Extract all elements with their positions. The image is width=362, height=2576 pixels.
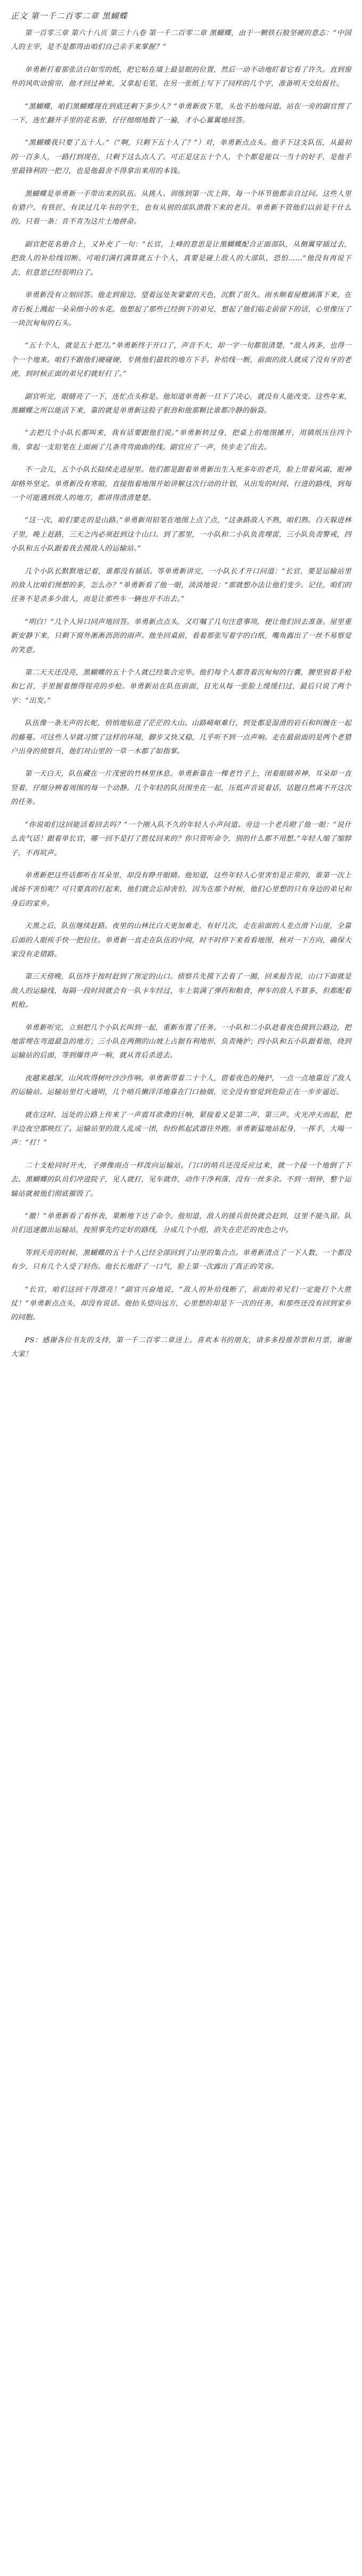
paragraph: 单勇新把这些话都听在耳朵里，却没有睁开眼睛。他知道，这些年轻人心里害怕是正常的，谁第一次上战场不害怕呢？可只要真的打起来，他们就会忘掉害怕，因为在那个时候，他们心里想的只有身边的弟兄和身后的家乡。 <box>11 871 351 908</box>
paragraph: 就在这时，远处的公路上传来了一声震耳欲聋的巨响，紧接着又是第二声、第三声。火光冲天而起，把半边夜空都映红了。运输站里的敌人乱成一团，纷纷抓起武器往外跑。单勇新猛地站起身，一挥手，大喝一声：“打！” <box>11 1111 351 1147</box>
paragraph: “黑蝴蝶我只要了五十人。”（“啊，只剩下五十人了？”）对，单勇新点点头。他手下这支队伍，从最初的一百多人，一路打到现在，只剩下这么点人了。可正是这五十个人，个个都是能以一当十的好手，是他手里最锋利的一把刀，也是他最舍不得拿出来用的本钱。 <box>11 139 351 176</box>
paragraph: 二十支枪同时开火，子弹像雨点一样泼向运输站。门口的哨兵还没反应过来，就一个接一个地倒了下去。黑蝴蝶的队员们冲进院子，见人就打，见车就炸，动作干净利落，没有一丝多余。不到一刻钟，整个运输站就被他们彻底摧毁了。 <box>11 1161 351 1198</box>
chapter-body <box>11 27 351 1362</box>
paragraph: 天黑之后，队伍继续赶路。夜里的山林比白天更加难走，有好几次，走在前面的人差点滑下山崖，全靠后面的人眼疾手快一把拉住。单勇新一直走在队伍的中间，时不时停下来看看地图，核对一下方向，确保大家没有走错路。 <box>11 922 351 958</box>
paragraph: “这一次，咱们要走的是山路。”单勇新用铅笔在地图上点了点，“这条路敌人不熟，咱们熟。白天躲进林子里，晚上赶路，三天之内必须赶到这个山口。到了那里，一小队和二小队负责埋雷，三小队负责警戒，四小队和五小队跟着我去摸敌人的运输站。” <box>11 516 351 553</box>
paragraph: 夜越来越深，山风吹得树叶沙沙作响。单勇新带着二十个人，借着夜色的掩护，一点一点地靠近了敌人的运输站。运输站里灯火通明，几个哨兵懒洋洋地靠在门口抽烟，完全没有察觉到危险正在一步步逼近。 <box>11 1074 351 1097</box>
paragraph: “你说咱们这回能活着回去吗？”一个刚入队不久的年轻人小声问道。旁边一个老兵瞪了他一眼：“说什么丧气话！跟着单长官，哪一回不是打了胜仗回来的？你只管听命令，别的什么都不用想。”年轻人缩了缩脖子，不再吭声。 <box>11 821 351 857</box>
paragraph: 第一天白天，队伍藏在一片茂密的竹林里休息。单勇新靠在一棵老竹子上，闭着眼睛养神，耳朵却一直竖着，仔细分辨着周围的每一个动静。几个年轻的队员围坐在一起，压低声音说着话，话题自然离不开这次的任务。 <box>11 770 351 807</box>
paragraph: 等到天亮的时候，黑蝴蝶的五十个人已经全部回到了山里的集合点。单勇新清点了一下人数，一个都没有少，只有几个人受了轻伤。他长长地舒了一口气，脸上第一次露出了真正的笑容。 <box>11 1249 351 1271</box>
paragraph: “黑蝴蝶，咱们黑蝴蝶现在到底还剩下多少人？”单勇新放下笔，头也不抬地问道。站在一旁的副官愣了一下，连忙翻开手里的花名册，仔仔细细地数了一遍，才小心翼翼地回答。 <box>11 102 351 125</box>
paragraph: 单勇新没有立刻回答。他走到窗边，望着远处灰蒙蒙的天色，沉默了很久。雨水顺着屋檐滴落下来，在青石板上溅起一朵朵细小的水花。他想起了那些已经倒下的弟兄，想起了他们临走前留下的话，心里像压了一块沉甸甸的石头。 <box>11 291 351 327</box>
paragraph: 第三天傍晚，队伍终于按时赶到了预定的山口。侦察兵先摸下去看了一圈，回来报告说，山口下面就是敌人的运输线，每隔一段时间就会有一队卡车经过，车上装满了弹药和粮食，押车的敌人不算多，但都配着机枪。 <box>11 973 351 1010</box>
paragraph: “去把几个小队长都叫来，我有话要跟他们说。”单勇新转过身，把桌上的地图摊开，用镇纸压住四个角，拿起一支铅笔在上面画了几条弯弯曲曲的线。副官应了一声，快步走了出去。 <box>11 429 351 452</box>
paragraph: 单勇新听完，立刻把几个小队长叫到一起，重新布置了任务。一小队和二小队趁着夜色摸到公路边，把地雷埋在弯道最急的地方；三小队在两侧的山坡上占据有利地形，负责掩护；四小队和五小队跟着他，绕到运输站的后面，等到爆炸声一响，就从背后杀进去。 <box>11 1023 351 1060</box>
paragraph: 第一百零三章 第六十八页 第三十八卷 第一千二百零二章 黑蝴蝶，由于一颗铁石般坚硬的意志：“中国人的主宰，是不是都得由咱们自己亲手来掌握？” <box>11 29 351 52</box>
paragraph: 黑蝴蝶是单勇新一手带出来的队伍。从挑人、训练到第一次上阵，每一个环节他都亲自过问。这些人里有猎户、有铁匠、有读过几年书的学生，也有从别的部队溃散下来的老兵。单勇新不管他们以前是干什么的，只看一条：肯不肯为这片土地拼命。 <box>11 190 351 226</box>
paragraph: PS：感谢各位书友的支持，第一千二百零二章送上。喜欢本书的朋友，请多多投推荐票和月票，谢谢大家！ <box>11 1336 351 1359</box>
paragraph: 单勇新打着那张洁白如雪的纸，把它贴在墙上最显眼的位置，然后一动不动地盯着它看了许久。直到窗外的风吹动窗帘，他才回过神来，又拿起毛笔，在另一张纸上写下了同样的几个字，准备明天交给报社。 <box>11 65 351 88</box>
chapter-title: 正文 第一千二百零二章 黑蝴蝶 <box>11 11 128 21</box>
paragraph: 副官听完，眼睛亮了一下，连忙点头称是。他知道单勇新一旦下了决心，就没有人能改变。这些年来，黑蝴蝶之所以能活下来，靠的就是单勇新这股子狠劲和他那颗比谁都冷静的脑袋。 <box>11 392 351 415</box>
paragraph: “五十个人，就是五十把刀。”单勇新终于开口了，声音不大，却一字一句都很清楚，“敌人再多，也得一个一个地来。咱们不跟他们硬碰硬，专挑他们最软的地方下手。补给线一断，前面的敌人就成了没有牙的老虎，到时候正面的弟兄们就好打了。” <box>11 342 351 379</box>
paragraph: “撤！”单勇新看了看怀表，果断地下达了命令。他知道，敌人的援兵很快就会赶到，这里不能久留。队员们迅速撤出运输站，按照事先约定好的路线，分成几个小组，消失在茫茫的夜色之中。 <box>11 1212 351 1235</box>
paragraph: 几个小队长默默地记着，谁都没有插话。等单勇新讲完，一小队长才开口问道：“长官，要是运输站里的敌人比咱们预想的多，怎么办？”单勇新看了他一眼，淡淡地说：“那就想办法让他们变少。记住，咱们的任务不是杀多少敌人，而是让那些车一辆也开不出去。” <box>11 567 351 604</box>
paragraph: “长官，咱们这回干得漂亮！”副官兴奋地说，“敌人的补给线断了，前面的弟兄们一定能打个大胜仗！”单勇新点点头，却没有说话。他抬头望向远方，心里想的却是下一次的任务，和那些还没有回到家乡的同胞。 <box>11 1285 351 1322</box>
paragraph: “明白！”几个人异口同声地回答。单勇新点点头，又叮嘱了几句注意事项，便让他们回去准备。屋里重新安静下来，只剩下窗外淅淅沥沥的雨声。他坐回桌前，看着那张写着字的白纸，嘴角露出了一丝不易察觉的笑意。 <box>11 618 351 654</box>
paragraph: 队伍像一条无声的长蛇，悄悄地钻进了茫茫的大山。山路崎岖难行，到处都是湿滑的岩石和纠缠在一起的藤蔓。可这些人早就习惯了这样的环境，脚步又快又稳，几乎听不到一点声响。走在最前面的是两个老猎户出身的侦察兵，他们对山里的一草一木都了如指掌。 <box>11 719 351 756</box>
paragraph: 不一会儿，五个小队长陆续走进屋里。他们都是跟着单勇新出生入死多年的老兵，脸上带着风霜，眼神却格外坚定。单勇新没有寒暄，直接指着地图开始讲解这次行动的计划，从出发的时间、行进的路线，到每一个可能遇到敌人的地方，都讲得清清楚楚。 <box>11 466 351 502</box>
paragraph: 第二天天还没亮，黑蝴蝶的五十个人就已经集合完毕。他们每个人都背着沉甸甸的行囊，腰里别着手枪和匕首，手里握着擦得锃亮的步枪。单勇新站在队伍前面，目光从每一张脸上缓缓扫过，最后只说了两个字：“出发。” <box>11 669 351 705</box>
paragraph: 副官把花名册合上，又补充了一句：“长官，上峰的意思是让黑蝴蝶配合正面部队，从侧翼穿插过去，把敌人的补给线切断。可咱们满打满算就五十个人，真要是碰上敌人的大部队，恐怕……”他没有再说下去，但意思已经很明白了。 <box>11 240 351 277</box>
